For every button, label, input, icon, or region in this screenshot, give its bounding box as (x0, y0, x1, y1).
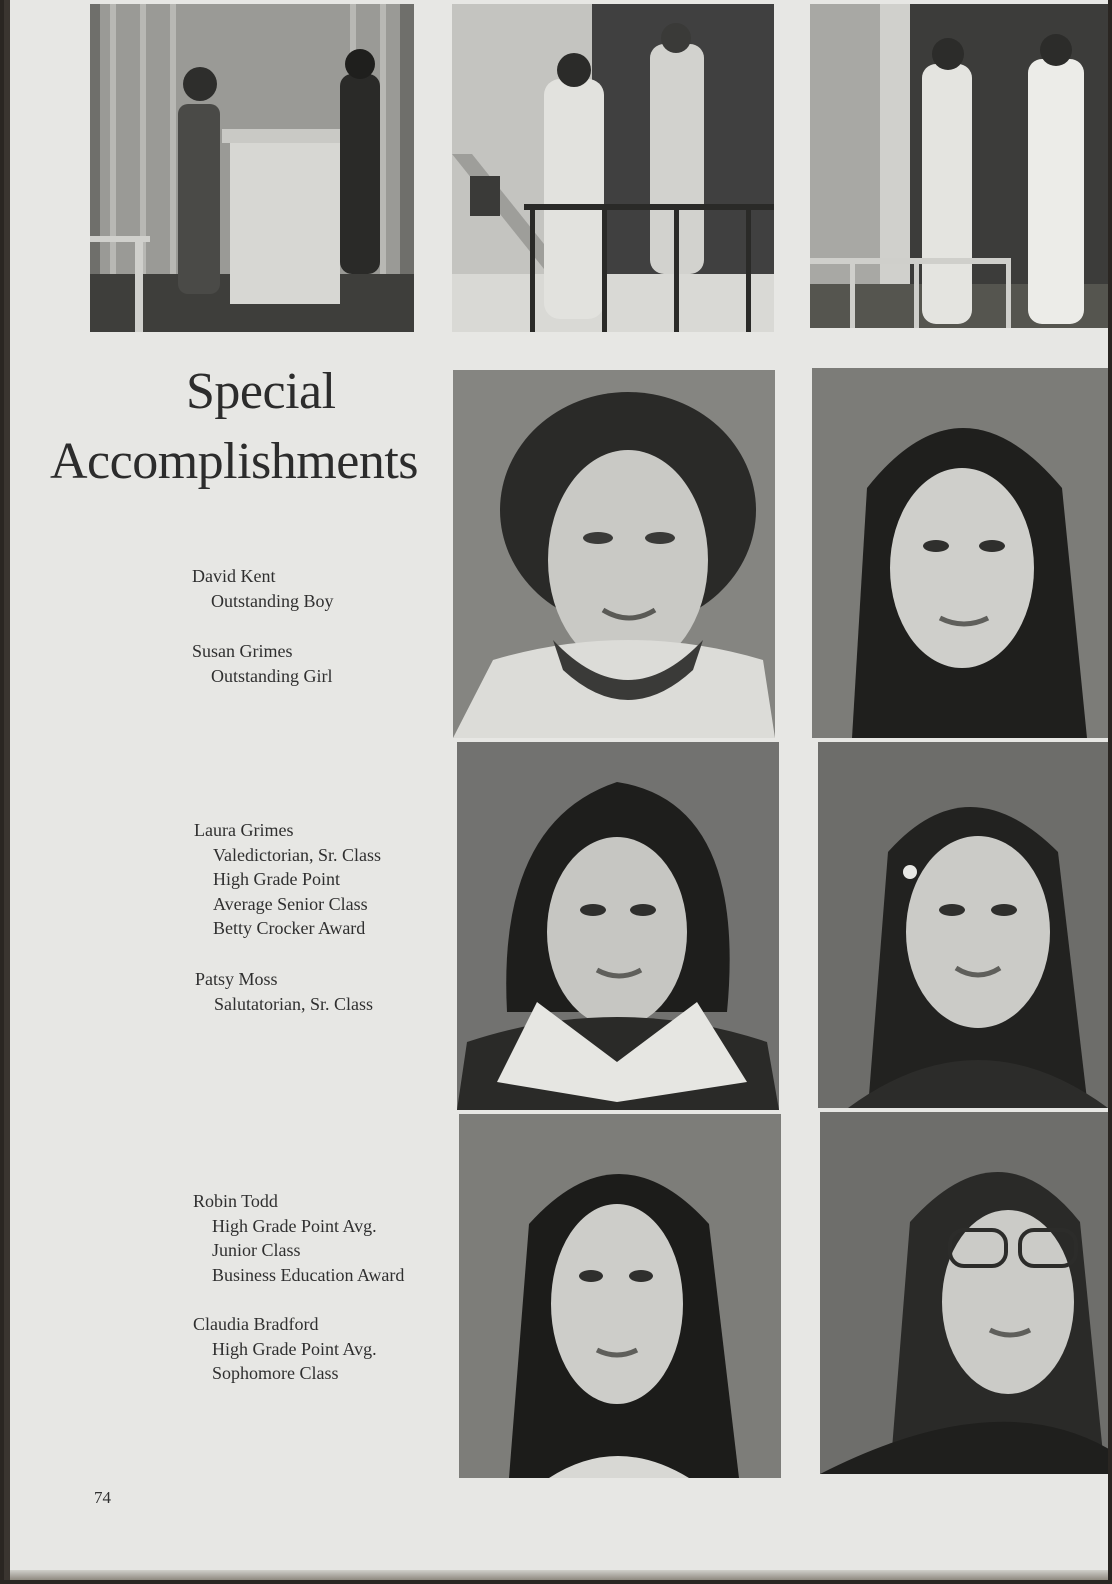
scan-edge (10, 1570, 1108, 1580)
portrait-photo (820, 1112, 1108, 1474)
honoree-entry (195, 967, 373, 1016)
honoree-name: Laura Grimes (194, 820, 294, 840)
portrait-photo (818, 742, 1108, 1108)
honoree-award: Junior Class (212, 1240, 301, 1260)
honoree-award: Outstanding Girl (211, 665, 333, 686)
portrait-photo (459, 1114, 781, 1478)
stage-photo-handshake-men (810, 4, 1108, 328)
honoree-award: Outstanding Boy (211, 590, 334, 611)
honoree-award: Average Senior Class (213, 893, 368, 914)
honoree-award: High Grade Point Avg. (212, 1338, 377, 1359)
honoree-name: David Kent (192, 566, 276, 586)
honoree-entry (193, 1189, 404, 1287)
honoree-entry (192, 564, 334, 613)
honoree-award: Betty Crocker Award (213, 918, 366, 938)
honoree-name: Patsy Moss (195, 969, 278, 989)
honoree-name: Robin Todd (193, 1191, 278, 1211)
honoree-entry (194, 818, 381, 941)
stage-photo-handshake-stairs (452, 4, 774, 332)
honoree-entry (192, 639, 333, 688)
honoree-entry (193, 1312, 377, 1386)
portrait-photo (457, 742, 779, 1110)
portrait-photo (812, 368, 1108, 738)
honoree-name: Susan Grimes (192, 641, 293, 661)
honoree-award: Salutatorian, Sr. Class (214, 993, 373, 1014)
page-title-line-1: Special (186, 363, 336, 420)
honoree-award: Sophomore Class (212, 1363, 339, 1383)
stage-photo-podium (90, 4, 414, 332)
honoree-name: Claudia Bradford (193, 1314, 319, 1334)
honoree-award: High Grade Point Avg. (212, 1215, 377, 1236)
page-number: 74 (94, 1488, 111, 1507)
honoree-award: Valedictorian, Sr. Class (213, 844, 381, 865)
honoree-award: Business Education Award (212, 1264, 405, 1285)
honoree-award: High Grade Point (213, 869, 340, 889)
portrait-photo (453, 370, 775, 738)
yearbook-page (4, 0, 1108, 1580)
page-title-line-2: Accomplishments (50, 433, 419, 490)
